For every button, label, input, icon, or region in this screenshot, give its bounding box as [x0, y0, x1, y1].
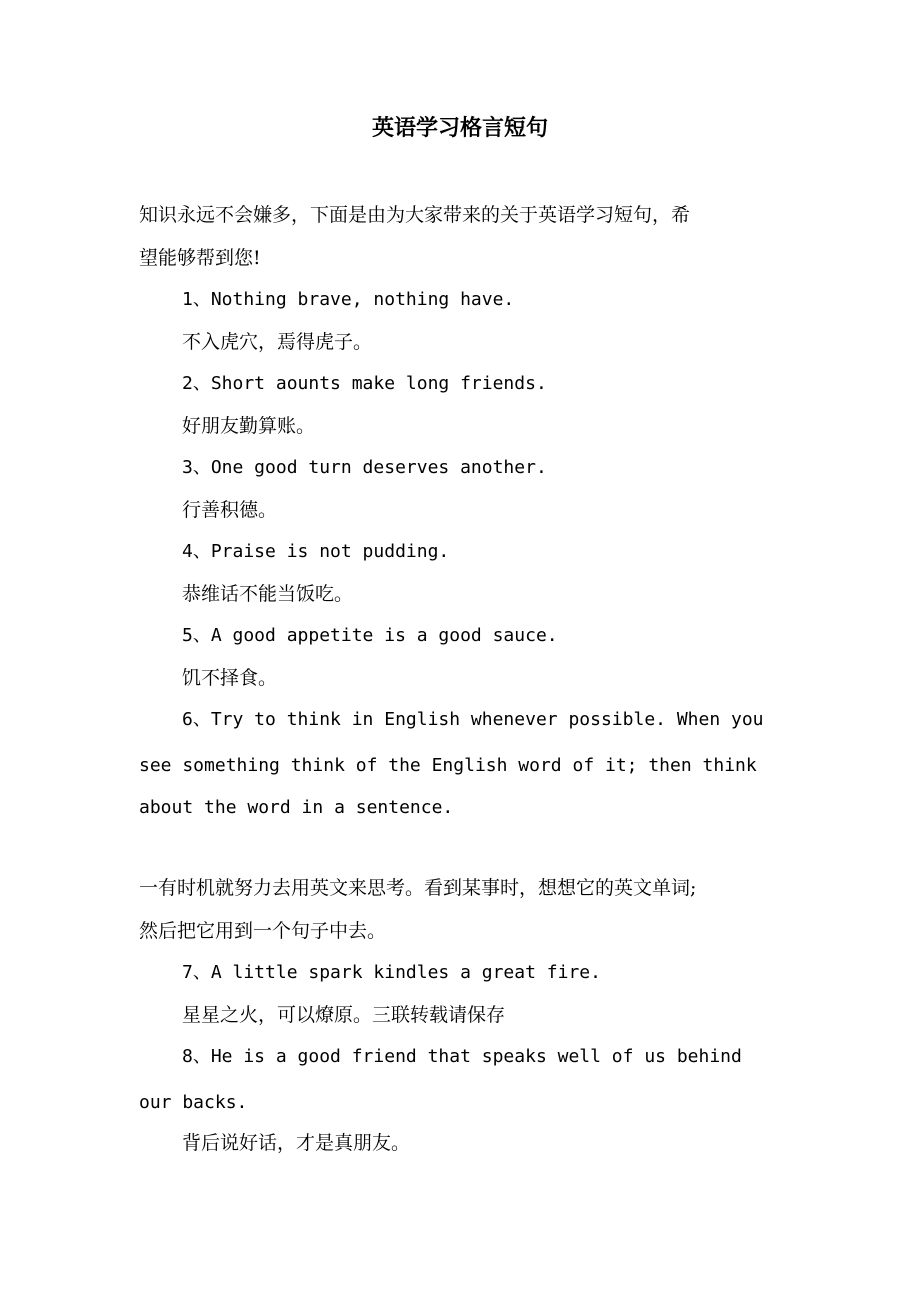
item-8-chinese: 背后说好话，才是真朋友。: [182, 1132, 411, 1154]
intro-line-2: 望能够帮到您!: [139, 247, 261, 269]
item-2-english: 2、Short aounts make long friends.: [182, 373, 547, 394]
item-1-chinese: 不入虎穴，焉得虎子。: [182, 331, 373, 353]
item-6-chinese-line-1: 一有时机就努力去用英文来思考。看到某事时，想想它的英文单词;: [139, 877, 697, 899]
document-title: 英语学习格言短句: [371, 115, 548, 141]
item-5-english: 5、A good appetite is a good sauce.: [182, 625, 558, 646]
item-6-english-line-1: 6、Try to think in English whenever possible. When you: [182, 709, 764, 730]
item-4-chinese: 恭维话不能当饭吃。: [182, 583, 354, 605]
item-8-english-line-2: our backs.: [139, 1092, 248, 1113]
item-5-chinese: 饥不择食。: [182, 667, 278, 689]
item-3-english: 3、One good turn deserves another.: [182, 457, 547, 478]
item-2-chinese: 好朋友勤算账。: [182, 415, 316, 437]
item-8-english-line-1: 8、He is a good friend that speaks well of us behind: [182, 1046, 742, 1067]
item-6-english-line-2: see something think of the English word of it; then think: [139, 755, 757, 776]
item-1-english: 1、Nothing brave, nothing have.: [182, 289, 515, 310]
item-6-chinese-line-2: 然后把它用到一个句子中去。: [139, 920, 387, 942]
intro-line-1: 知识永远不会嫌多，下面是由为大家带来的关于英语学习短句，希: [139, 204, 691, 226]
item-4-english: 4、Praise is not pudding.: [182, 541, 450, 562]
item-7-chinese: 星星之火，可以燎原。三联转载请保存: [182, 1004, 506, 1026]
item-7-english: 7、A little spark kindles a great fire.: [182, 962, 601, 983]
item-6-english-line-3: about the word in a sentence.: [139, 797, 454, 818]
item-3-chinese: 行善积德。: [182, 499, 278, 521]
